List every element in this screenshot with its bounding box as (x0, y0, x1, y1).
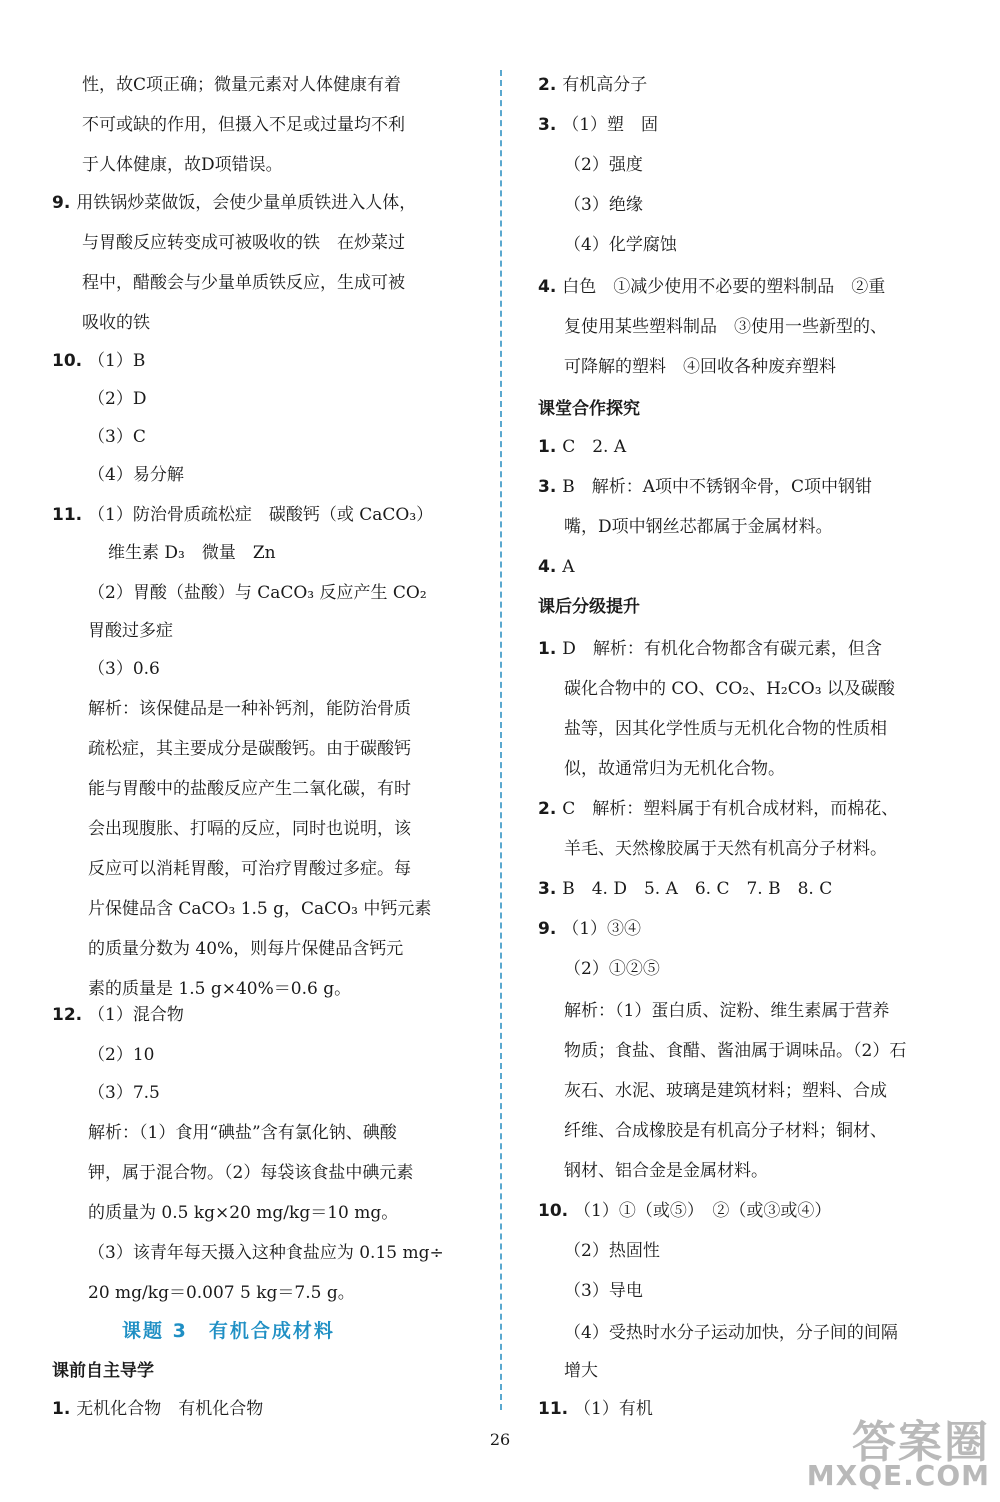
text-line (564, 756, 785, 782)
answer-text: 的质量分数为 40%，则每片保健品含钙元 (88, 939, 404, 959)
column-divider (500, 70, 502, 1410)
answer-text: （3）7.5 (88, 1083, 160, 1103)
text-line (88, 462, 184, 488)
text-line (538, 474, 872, 500)
text-line (564, 1118, 887, 1144)
answer-text: 有机高分子 (562, 75, 648, 95)
text-line (88, 1200, 398, 1226)
text-line (82, 152, 283, 178)
section-heading (538, 594, 640, 620)
answer-text: 无机化合物 有机化合物 (76, 1399, 264, 1419)
question-number: 9. (538, 919, 563, 939)
text-line (88, 656, 160, 682)
answer-text: （1）①（或⑤） ②（或③或④） (574, 1201, 832, 1221)
text-line (564, 232, 677, 258)
question-number: 1. (52, 1399, 77, 1419)
answer-text: （4）易分解 (88, 465, 184, 485)
answer-text: （3）导电 (564, 1281, 643, 1301)
answer-text: A (562, 557, 575, 577)
text-line (108, 540, 276, 566)
text-line (538, 1198, 831, 1224)
text-line (538, 72, 647, 98)
text-line (52, 1396, 263, 1422)
text-line (564, 354, 836, 380)
text-line (538, 876, 832, 902)
text-line (564, 1358, 598, 1384)
answer-text: B 解析：A项中不锈钢伞骨，C项中钢钳 (562, 477, 872, 497)
answer-text: 灰石、水泥、玻璃是建筑材料；塑料、合成 (564, 1081, 887, 1101)
text-line (52, 190, 416, 216)
text-line (82, 230, 405, 256)
text-line (564, 998, 889, 1024)
text-line (82, 112, 405, 138)
answer-text: （2）①②⑤ (564, 959, 660, 979)
question-number: 10. (538, 1201, 575, 1221)
text-line (538, 796, 898, 822)
answer-text: 解析：（1）蛋白质、淀粉、维生素属于营养 (564, 1001, 890, 1021)
answer-text: 于人体健康，故D项错误。 (82, 155, 283, 175)
answer-text: 反应可以消耗胃酸，可治疗胃酸过多症。每 (88, 859, 411, 879)
text-line (82, 310, 150, 336)
answer-text: 解析：（1）食用“碘盐”含有氯化钠、碘酸 (88, 1123, 397, 1143)
text-line (564, 1158, 768, 1184)
answer-text: （4）受热时水分子运动加快，分子间的间隔 (564, 1323, 898, 1343)
text-line (564, 836, 887, 862)
text-line (88, 976, 351, 1002)
text-line (538, 1396, 653, 1422)
text-line (88, 936, 403, 962)
answer-text: 性，故C项正确；微量元素对人体健康有着 (82, 75, 402, 95)
question-number: 3. (538, 879, 563, 899)
answer-text: 疏松症，其主要成分是碳酸钙。由于碳酸钙 (88, 739, 411, 759)
answer-text: 物质；食盐、食醋、酱油属于调味品。（2）石 (564, 1041, 907, 1061)
text-line (564, 1078, 887, 1104)
answer-text: 胃酸过多症 (88, 621, 173, 641)
text-line (88, 1280, 355, 1306)
answer-text: （2）强度 (564, 155, 643, 175)
answer-text: 的质量为 0.5 kg×20 mg/kg＝10 mg。 (88, 1203, 399, 1223)
text-line (88, 1120, 397, 1146)
section-heading (538, 396, 640, 422)
question-number: 3. (538, 477, 563, 497)
answer-text: 程中，醋酸会与少量单质铁反应，生成可被 (82, 273, 405, 293)
text-line (538, 916, 641, 942)
answer-text: （1）混合物 (88, 1005, 184, 1025)
answer-text: 素的质量是 1.5 g×40%＝0.6 g。 (88, 979, 352, 999)
section-heading-text: 课后分级提升 (538, 597, 640, 617)
text-line (538, 112, 658, 138)
answer-text: （3）0.6 (88, 659, 160, 679)
watermark-text: 答案圈 (852, 1417, 990, 1468)
text-line (564, 314, 887, 340)
answer-text: 片保健品含 CaCO₃ 1.5 g，CaCO₃ 中钙元素 (88, 899, 432, 919)
text-line (88, 696, 411, 722)
question-number: 2. (538, 75, 563, 95)
text-line (88, 736, 411, 762)
text-line (564, 1278, 643, 1304)
answer-text: 增大 (564, 1361, 598, 1381)
question-number: 12. (52, 1005, 89, 1025)
answer-text: （1）有机 (574, 1399, 653, 1419)
answer-text: 似，故通常归为无机化合物。 (564, 759, 785, 779)
text-line (88, 1160, 413, 1186)
text-line (564, 1320, 898, 1346)
answer-text: （3）C (88, 427, 146, 447)
watermark-url: MXQE.COM (806, 1459, 990, 1492)
answer-text: B 4. D 5. A 6. C 7. B 8. C (562, 879, 833, 899)
question-number: 11. (52, 505, 89, 525)
text-line (564, 152, 643, 178)
text-line (564, 716, 887, 742)
question-number: 3. (538, 115, 563, 135)
page-number: 26 (489, 1430, 511, 1449)
answer-text: 嘴，D项中钢丝芯都属于金属材料。 (564, 517, 833, 537)
answer-text: 20 mg/kg＝0.007 5 kg＝7.5 g。 (88, 1283, 355, 1303)
answer-text: （2）胃酸（盐酸）与 CaCO₃ 反应产生 CO₂ (88, 583, 427, 603)
text-line (82, 72, 401, 98)
text-line (88, 1080, 160, 1106)
section-heading-text: 课堂合作探究 (538, 399, 640, 419)
text-line (88, 856, 411, 882)
answer-text: 会出现腹胀、打嗝的反应，同时也说明，该 (88, 819, 411, 839)
question-number: 4. (538, 557, 563, 577)
answer-text: 能与胃酸中的盐酸反应产生二氧化碳，有时 (88, 779, 411, 799)
question-number: 10. (52, 351, 89, 371)
question-number: 11. (538, 1399, 575, 1419)
question-number: 4. (538, 277, 563, 297)
text-line (88, 386, 146, 412)
answer-text: D 解析：有机化合物都含有碳元素，但含 (562, 639, 882, 659)
question-number: 9. (52, 193, 77, 213)
answer-text: （1）塑 固 (562, 115, 659, 135)
text-line (564, 1238, 660, 1264)
answer-text: 不可或缺的作用，但摄入不足或过量均不利 (82, 115, 405, 135)
answer-text: （2）10 (88, 1045, 155, 1065)
answer-text: C 解析：塑料属于有机合成材料，而棉花、 (562, 799, 899, 819)
watermark-logo (806, 1406, 990, 1496)
answer-text: 复使用某些塑料制品 ③使用一些新型的、 (564, 317, 887, 337)
text-line (538, 274, 885, 300)
text-line (88, 816, 411, 842)
answer-text: 钾，属于混合物。（2）每袋该食盐中碘元素 (88, 1163, 414, 1183)
text-line (88, 1042, 154, 1068)
text-line (564, 192, 643, 218)
answer-text: （1）防治骨质疏松症 碳酸钙（或 CaCO₃） (88, 505, 434, 525)
text-line (564, 676, 895, 702)
answer-text: 羊毛、天然橡胶属于天然有机高分子材料。 (564, 839, 887, 859)
text-line (564, 956, 660, 982)
section-heading: 课前自主导学 (52, 1361, 154, 1381)
text-line (538, 434, 626, 460)
text-line (538, 554, 575, 580)
question-number: 1. (538, 437, 563, 457)
answer-text: （3）该青年每天摄入这种食盐应为 0.15 mg÷ (88, 1243, 444, 1263)
answer-text: 盐等，因其化学性质与无机化合物的性质相 (564, 719, 887, 739)
answer-text: 吸收的铁 (82, 313, 150, 333)
question-number: 1. (538, 639, 563, 659)
answer-text: 用铁锅炒菜做饭，会使少量单质铁进入人体， (76, 193, 417, 213)
answer-text: 维生素 D₃ 微量 Zn (108, 543, 276, 563)
answer-text: 纤维、合成橡胶是有机高分子材料；铜材、 (564, 1121, 887, 1141)
answer-text: 与胃酸反应转变成可被吸收的铁 在炒菜过 (82, 233, 405, 253)
answer-text: 碳化合物中的 CO、CO₂、H₂CO₃ 以及碳酸 (564, 679, 895, 699)
answer-text: （1）③④ (562, 919, 642, 939)
text-line (88, 896, 431, 922)
text-line (564, 1038, 906, 1064)
text-line (52, 502, 433, 528)
text-line (88, 1240, 444, 1266)
answer-text: （2）热固性 (564, 1241, 660, 1261)
text-line (52, 348, 145, 374)
answer-text: （4）化学腐蚀 (564, 235, 677, 255)
text-line (52, 1002, 184, 1028)
text-line (88, 424, 146, 450)
question-number: 2. (538, 799, 563, 819)
answer-text: 白色 ①减少使用不必要的塑料制品 ②重 (562, 277, 886, 297)
lesson-title: 课题 3 有机合成材料 (122, 1320, 335, 1342)
text-line (564, 514, 833, 540)
answer-text: C 2. A (562, 437, 627, 457)
answer-text: 可降解的塑料 ④回收各种废弃塑料 (564, 357, 836, 377)
text-line (88, 580, 427, 606)
answer-text: 解析：该保健品是一种补钙剂，能防治骨质 (88, 699, 411, 719)
answer-text: （1）B (88, 351, 146, 371)
answer-text: （2）D (88, 389, 147, 409)
text-line (88, 618, 173, 644)
text-line (82, 270, 405, 296)
text-line (538, 636, 882, 662)
answer-text: 钢材、铝合金是金属材料。 (564, 1161, 768, 1181)
text-line (88, 776, 411, 802)
answer-text: （3）绝缘 (564, 195, 643, 215)
